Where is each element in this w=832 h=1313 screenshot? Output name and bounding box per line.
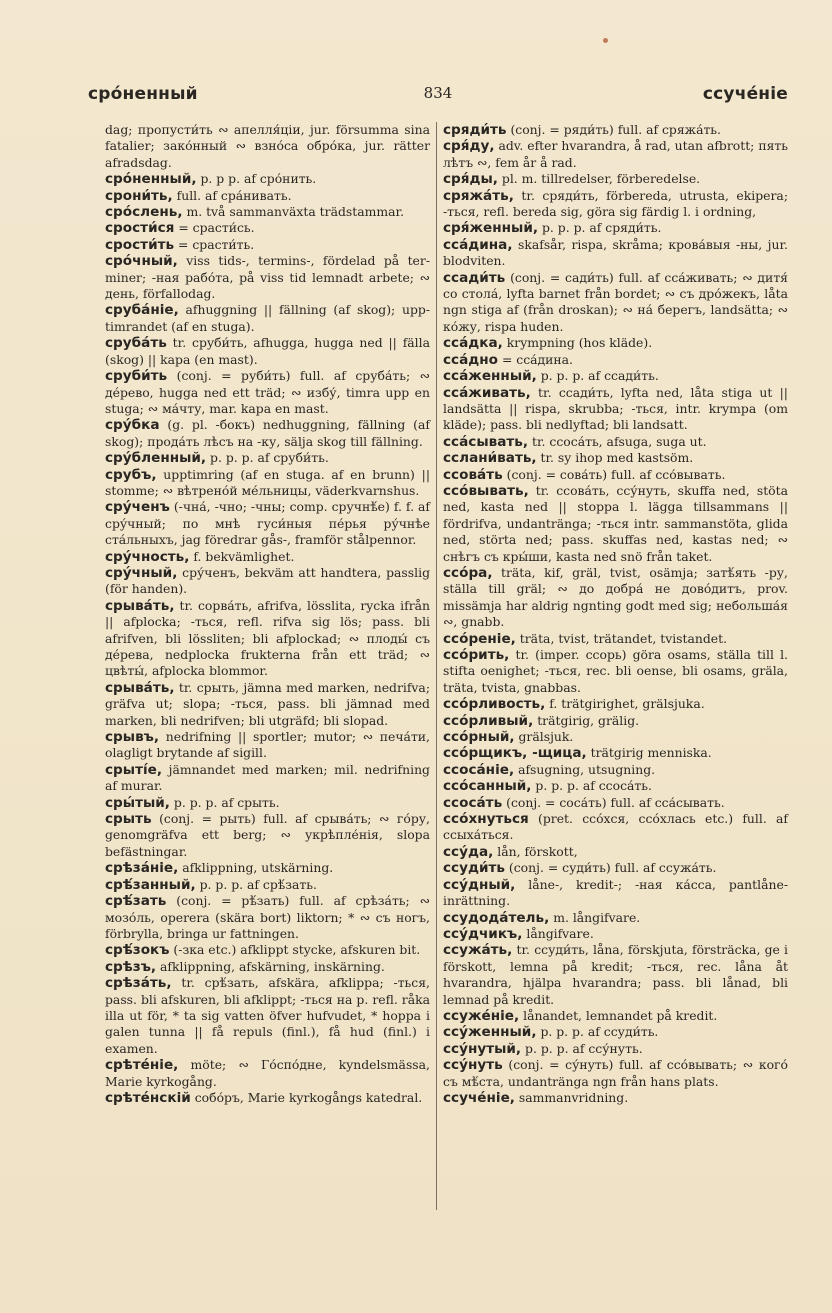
entry-definition: afhuggning || fällning (af skog); upptimrandet (af en stuga).: [105, 302, 430, 334]
entry-definition: trätgirig, grälig.: [533, 712, 640, 728]
entry-headword: ссо́рливый,: [443, 712, 534, 729]
entry-headword: срони́ть,: [105, 187, 173, 204]
dictionary-entry: [105, 893, 430, 942]
entry-headword: ссади́ть: [443, 269, 506, 286]
entry-headword: срѣте́ніе,: [105, 1057, 179, 1074]
dictionary-entry: [443, 270, 788, 336]
dictionary-entry: [105, 795, 430, 811]
entry-headword: ссуче́ніе,: [443, 1089, 515, 1106]
dictionary-entry: [105, 220, 430, 236]
entry-definition: p. p p. af сро́нить.: [196, 171, 317, 187]
entry-headword: ссоса́ть: [443, 794, 503, 811]
entry-definition: (conj. = ряди́ть) full. af сряжа́ть.: [506, 122, 721, 137]
entry-headword: ссудода́тель,: [443, 909, 550, 926]
entry-headword: сруба́ть: [105, 335, 167, 352]
dictionary-entry: [443, 942, 788, 1008]
dictionary-entry: [443, 368, 788, 384]
dictionary-entry: [443, 188, 788, 221]
entry-headword: сря́женный,: [443, 220, 539, 237]
entry-definition: p. p. p. af ссу́нуть.: [521, 1040, 643, 1056]
entry-headword: ссо́санный,: [443, 778, 532, 795]
entry-definition: skafsår, rispa, skråma; крова́выя -ны, jur. blodviten.: [443, 236, 788, 269]
entry-headword: ссу́нуть: [443, 1057, 503, 1074]
entry-definition: adv. efter hvarandra, å rad, utan afbrott; пять лѣтъ ∾, fem år å rad.: [443, 138, 788, 170]
entry-headword: ссова́ть: [443, 466, 503, 483]
entry-definition: sammanvridning.: [514, 1089, 629, 1105]
entry-definition: möte; ∾ Го́спо́дне, kyndelsmässa, Marie kyrkogång.: [105, 1057, 430, 1089]
dictionary-entry: [443, 385, 788, 434]
entry-definition: f. bekvämlighet.: [189, 548, 295, 564]
entry-definition: jämnandet med marken; mil. nedrifning af murar.: [105, 761, 430, 794]
entry-definition: dag; пропусти́ть ∾ апелля́ціи, jur. försumma sina fatalier; зако́нный ∾ взно́са обро́ка, jur. rätter afradsdag.: [105, 122, 430, 170]
dictionary-entry: [443, 434, 788, 450]
entry-definition: låne-, kredit-; -ная ка́сса, pantlåneinrättning.: [443, 876, 788, 909]
entry-definition: p. p. p. af сруби́ть.: [206, 450, 329, 466]
dictionary-entry: [443, 860, 788, 876]
entry-definition: tr. срѣ́зать, afskära, afklippa; -ться, pass. bli afskuren, bli afklippt; -ться на p. refl. råka illa ut för, * ta sig vatten öfver hufvudet, * hoppa i galen tunna || få repuls (finl.), få hud (finl.) i examen.: [105, 975, 430, 1056]
dictionary-entry: [443, 696, 788, 712]
entry-headword: ссо́реніе,: [443, 630, 516, 647]
dictionary-entry: [105, 959, 430, 975]
entry-headword: сруби́ть: [105, 368, 168, 385]
dictionary-entry: [443, 220, 788, 236]
dictionary-entry: [105, 680, 430, 729]
entry-headword: ссо́хнуться: [443, 811, 529, 828]
dictionary-entry: [105, 811, 430, 860]
entry-definition: m. långifvare.: [549, 909, 641, 925]
dictionary-entry: [443, 352, 788, 368]
dictionary-entry: [443, 910, 788, 926]
entry-headword: сса́дка,: [443, 335, 503, 352]
entry-headword: сро́чный,: [105, 253, 178, 270]
entry-definition: tr. ссоса́ть, afsuga, suga ut.: [528, 433, 707, 449]
entry-headword: срѣ́занный,: [105, 876, 196, 893]
entry-definition: = срасти́сь.: [174, 220, 255, 236]
entry-definition: m. två sammanväxta trädstammar.: [182, 204, 405, 220]
entry-definition: nedrifning || sportler; mutor; ∾ печа́ти, olagligt brytande af sigill.: [105, 729, 430, 761]
dictionary-entry: [105, 942, 430, 958]
dictionary-entry: [443, 450, 788, 466]
entry-headword: срыті́е,: [105, 761, 163, 778]
entry-definition: afsugning, utsugning.: [514, 761, 656, 777]
dictionary-entry: [443, 483, 788, 565]
dictionary-entry: [105, 171, 430, 187]
entry-headword: ссо́вывать,: [443, 482, 529, 499]
entry-headword: сряжа́ть,: [443, 187, 514, 204]
entry-headword: срыть: [105, 811, 152, 828]
entry-definition: (conj. = соса́ть) full. af сса́сывать.: [502, 794, 725, 810]
dictionary-entry: [105, 467, 430, 500]
entry-definition: (-чна́, -чно; -чны; comp. сручнѣ́е) f. f. af сру́чный; по мнѣ гуси́ныя пе́рья ру́чнѣе ста́льныхъ, jag föredrar gås-, framför stålpennor.: [105, 499, 430, 548]
dictionary-entry: [443, 729, 788, 745]
entry-definition: upptimring (af en stuga. af en brunn) || stomme; ∾ вѣтрено́й ме́льницы, väderkvarnshus.: [105, 466, 430, 498]
entry-definition: långifvare.: [522, 925, 594, 941]
entry-headword: сса́дина,: [443, 236, 513, 253]
entry-definition: afklippning, afskärning, inskärning.: [156, 958, 385, 974]
dictionary-entry: [105, 762, 430, 795]
dictionary-entry: [105, 565, 430, 598]
dictionary-entry: [105, 499, 430, 548]
entry-headword: ссу́да,: [443, 843, 494, 860]
left-running-headword: сро́ненный: [88, 84, 198, 104]
entry-headword: срѣ́зокъ: [105, 942, 170, 959]
entry-definition: (conj. = сова́ть) full. af ссо́вывать.: [502, 466, 726, 482]
entry-headword: ссо́рщикъ, -щица,: [443, 745, 587, 762]
entry-definition: krympning (hos kläde).: [502, 335, 653, 351]
dictionary-entry: [443, 762, 788, 778]
dictionary-entry: [443, 713, 788, 729]
dictionary-entry: [443, 1041, 788, 1057]
dictionary-entry: [105, 729, 430, 762]
entry-headword: срѣте́нскій: [105, 1089, 191, 1106]
entry-definition: (g. pl. -бокъ) nedhuggning, fällning (af skog); прода́ть лѣсъ на -ку, sälja skog till fällning.: [105, 417, 430, 449]
dictionary-entry: [443, 631, 788, 647]
dictionary-entry: [443, 335, 788, 351]
entry-definition: träta, kif, gräl, tvist, osämja; затѣ́ять -ру, ställa till gräl; ∾ до добра́ не дово́дитъ, prov. missämja har aldrig ngnting godt med sig; небольша́я ∾, gnabb.: [443, 564, 788, 630]
entry-headword: срѣза́ніе,: [105, 860, 179, 877]
dictionary-entry: [105, 975, 430, 1057]
entry-definition: viss tids-, termins-, fördelad på terminer; -ная рабо́та, på viss tid lemnadt arbete; ∾ день, förfallodag.: [105, 253, 430, 302]
dictionary-entry: [105, 302, 430, 335]
dictionary-entry: [443, 138, 788, 171]
dictionary-entry: [443, 467, 788, 483]
dictionary-entry: [443, 647, 788, 696]
entry-definition: träta, tvist, trätandet, tvistandet.: [515, 630, 728, 646]
entry-headword: ссу́женный,: [443, 1024, 537, 1041]
entry-headword: сру́чный,: [105, 564, 178, 581]
dictionary-entry: [105, 598, 430, 680]
dictionary-entry: [105, 253, 430, 302]
dictionary-entry: [443, 745, 788, 761]
right-running-headword: ссуче́ніе: [702, 84, 788, 104]
dictionary-entry: [443, 565, 788, 631]
dictionary-entry: [105, 122, 430, 171]
entry-definition: = срасти́ть.: [174, 236, 255, 252]
entry-definition: (conj. = руби́ть) full. af сруба́ть; ∾ де́рево, hugga ned ett träd; ∾ избу́, timra upp en stuga; ∾ ма́чту, mar. kapa en mast.: [105, 368, 430, 416]
entry-definition: tr. sy ihop med kastsöm.: [536, 450, 694, 466]
entry-headword: ссужа́ть,: [443, 942, 513, 959]
entry-headword: ссо́рить,: [443, 647, 510, 663]
entry-definition: (-зка etc.) afklippt stycke, afskuren bit.: [169, 942, 421, 958]
entry-definition: tr. ссуди́ть, låna, förskjuta, försträcka, ge i förskott, lemna på kredit; -ться, rec. låna åt hvarandra, hjälpa hvarandra; pass. bli lånad, bli lemnad på kredit.: [443, 942, 788, 1007]
entry-definition: pl. m. tillredelser, förberedelse.: [497, 171, 701, 187]
entry-definition: (conj. = сади́ть) full. af сса́живать; ∾ дитя́ со стола́, lyfta barnet från bordet; ∾ съ дро́жекъ, låta ngn stiga af (från droskan); ∾ на́ берегъ, landsätta; ∾ ко́жу, rispa huden.: [443, 269, 788, 334]
dictionary-entry: [105, 549, 430, 565]
entry-headword: сру́чность,: [105, 548, 190, 565]
entry-headword: сро́слень,: [105, 204, 183, 221]
entry-headword: ссуже́ніе,: [443, 1007, 520, 1024]
entry-definition: afklippning, utskärning.: [178, 860, 334, 876]
entry-headword: срыва́ть,: [105, 597, 175, 614]
entry-definition: (conj. = суди́ть) full. af ссужа́ть.: [504, 860, 717, 876]
entry-headword: ссу́дный,: [443, 876, 516, 893]
dictionary-entry: [105, 204, 430, 220]
entry-definition: собо́ръ, Marie kyrkogångs katedral.: [190, 1089, 423, 1105]
entry-headword: сря́ды,: [443, 171, 498, 188]
page-header: [88, 82, 788, 112]
dictionary-entry: [105, 1057, 430, 1090]
dictionary-entry: [443, 237, 788, 270]
entry-definition: trätgirig menniska.: [586, 745, 712, 761]
dictionary-entry: [105, 1090, 430, 1106]
entry-definition: p. p. p. af сряди́ть.: [538, 220, 662, 236]
entry-definition: tr. сорва́ть, afrifva, lösslita, rycka ifrån || afplocka; -ться, refl. rifva sig lös; pass. bli afrifven, bli lössliten; bli afplockad; ∾ плоды́ съ де́рева, nedplocka frukterna från ett träd; ∾ цвѣты́, afplocka blommor.: [105, 597, 430, 679]
entry-definition: tr. ссади́ть, lyfta ned, låta stiga ut || landsätta || rispa, skrubba; -ться, intr. krympa (om kläde); pass. bli nedlyftad; bli landsatt.: [443, 384, 788, 433]
entry-headword: сро́ненный,: [105, 171, 197, 188]
dictionary-entry: [105, 237, 430, 253]
entry-headword: срывъ,: [105, 729, 160, 746]
entry-definition: p. p. p. af ссади́ть.: [536, 368, 659, 384]
entry-headword: ссу́нутый,: [443, 1040, 522, 1057]
dictionary-entry: [443, 811, 788, 844]
ink-spot: [603, 38, 608, 43]
entry-headword: сслани́вать,: [443, 450, 537, 467]
dictionary-entry: [105, 335, 430, 368]
dictionary-entry: [443, 1024, 788, 1040]
entry-headword: срости́ть: [105, 236, 175, 253]
entry-headword: сры́тый,: [105, 794, 170, 811]
entry-headword: срубъ,: [105, 466, 157, 483]
entry-headword: срѣза́ть,: [105, 975, 172, 992]
entry-headword: сру́бленный,: [105, 450, 207, 467]
entry-definition: lån, förskott,: [493, 843, 578, 859]
entry-headword: ссуди́ть: [443, 860, 505, 877]
entry-definition: tr. сряди́ть, förbereda, utrusta, ekipera; -ться, refl. bereda sig, göra sig färdig l. i ordning,: [443, 187, 788, 220]
entry-headword: сса́живать,: [443, 384, 531, 401]
entry-definition: (conj. = рѣ́зать) full. af срѣза́ть; ∾ мозо́ль, operera (skära bort) liktorn; * ∾ съ ногъ, förbrylla, bringa ur fattningen.: [105, 893, 430, 941]
entry-headword: сру́ченъ: [105, 499, 170, 516]
dictionary-entry: [105, 877, 430, 893]
entry-headword: ссу́дчикъ,: [443, 925, 523, 942]
entry-headword: сруба́ніе,: [105, 302, 179, 319]
entry-definition: p. p. p. af ссуди́ть.: [536, 1024, 659, 1040]
dictionary-entry: [443, 778, 788, 794]
entry-headword: сса́сывать,: [443, 433, 529, 450]
entry-definition: p. p. p. af ссоса́ть.: [531, 778, 652, 794]
right-column: [443, 122, 788, 1106]
dictionary-entry: [443, 1090, 788, 1106]
entry-headword: срыва́ть,: [105, 679, 175, 696]
entry-definition: grälsjuk.: [514, 729, 574, 745]
dictionary-entry: [443, 844, 788, 860]
left-column: [105, 122, 430, 1106]
dictionary-entry: [443, 122, 788, 138]
dictionary-entry: [443, 1057, 788, 1090]
entry-headword: сря́ду,: [443, 138, 495, 155]
column-divider: [436, 122, 437, 1210]
entry-headword: ссо́рливость,: [443, 696, 546, 713]
page-number: 834: [423, 84, 453, 102]
entry-headword: срости́ся: [105, 220, 175, 237]
entry-definition: = сса́дина.: [498, 351, 573, 367]
entry-definition: tr. сруби́ть, afhugga, hugga ned || fälla (skog) || kapa (en mast).: [105, 335, 430, 367]
entry-definition: full. af сра́нивать.: [172, 187, 292, 203]
dictionary-entry: [443, 926, 788, 942]
entry-definition: tr. ссова́ть, ссу́нуть, skuffa ned, stöta ned, kasta ned || stoppa l. lägga tillsammans || fördrifva, undantränga; -ться intr. sammanstöta, glida ned, störta ned; pass. skuffas ned, kastas ned; ∾ снѣгъ съ кры́ши, kasta ned snö från taket.: [443, 482, 788, 564]
entry-definition: (pret. ссо́хся, ссо́хлась etc.) full. af ссыха́ться.: [443, 811, 788, 843]
entry-headword: срѣ́зать: [105, 893, 167, 910]
entry-definition: tr. (imper. ссорь) göra osams, ställa till l. stifta oenighet; -ться, rec. bli oense, bli osams, gräla, träta, tvista, gnabbas.: [443, 647, 788, 695]
dictionary-entry: [105, 450, 430, 466]
dictionary-entry: [443, 877, 788, 910]
entry-definition: (conj. = су́нуть) full. af ссо́вывать; ∾ кого́ съ мѣ́ста, undantränga ngn från hans plats.: [443, 1057, 788, 1089]
entry-headword: сру́бка: [105, 417, 160, 434]
entry-definition: p. p. p. af срѣ́зать.: [195, 876, 317, 892]
entry-headword: сса́дно: [443, 351, 498, 368]
entry-headword: ссоса́ніе,: [443, 761, 515, 778]
entry-headword: сряди́ть: [443, 122, 507, 138]
dictionary-entry: [443, 1008, 788, 1024]
dictionary-entry: [105, 417, 430, 450]
dictionary-entry: [443, 795, 788, 811]
entry-definition: f. trätgirighet, grälsjuka.: [545, 696, 705, 712]
entry-headword: срѣзъ,: [105, 958, 157, 975]
entry-definition: (conj. = рыть) full. af срыва́ть; ∾ го́ру, genomgräfva ett berg; ∾ укрѣпле́нія, slopa befästningar.: [105, 811, 430, 859]
entry-headword: сса́женный,: [443, 368, 537, 385]
entry-headword: ссо́рный,: [443, 729, 515, 746]
entry-definition: tr. срыть, jämna med marken, nedrifva; gräfva ut; slopa; -ться, pass. bli jämnad med marken, bli nedrifven; bli utgräfd; bli slopad.: [105, 679, 430, 728]
dictionary-entry: [105, 368, 430, 417]
entry-definition: сру́ченъ, bekväm att handtera, passlig (för handen).: [105, 564, 430, 597]
dictionary-entry: [443, 171, 788, 187]
dictionary-entry: [105, 860, 430, 876]
entry-definition: p. p. p. af срыть.: [169, 794, 280, 810]
entry-definition: lånandet, lemnandet på kredit.: [519, 1007, 718, 1023]
dictionary-entry: [105, 188, 430, 204]
entry-headword: ссо́ра,: [443, 564, 493, 581]
